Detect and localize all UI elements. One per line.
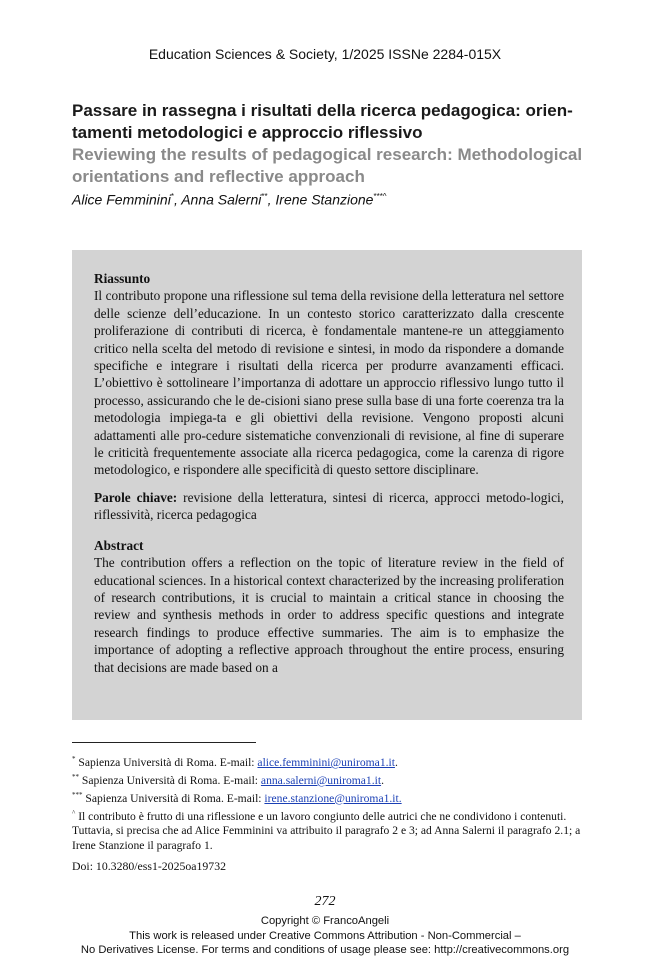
doi: Doi: 10.3280/ess1-2025oa19732 bbox=[72, 859, 227, 873]
abstract-box bbox=[72, 250, 582, 720]
footnote-punctuation: . bbox=[394, 755, 398, 769]
author-name: Alice Femminini bbox=[72, 191, 171, 208]
author-name: Anna Salerni bbox=[181, 191, 262, 208]
footnotes bbox=[72, 752, 584, 853]
footnote bbox=[72, 788, 584, 806]
riassunto-heading: Riassunto bbox=[94, 271, 151, 286]
footnote-text: Sapienza Università di Roma. E-mail: bbox=[82, 791, 265, 805]
author-name: Irene Stanzione bbox=[275, 191, 374, 208]
keywords-label: Parole chiave: bbox=[94, 489, 178, 505]
footnote-mark: ** bbox=[72, 772, 79, 781]
title-italian: Passare in rassegna i risultati della ricerca pedagogica: orien-tamenti metodologici e approccio riflessivo bbox=[72, 101, 573, 142]
author-affiliation-mark: ***^ bbox=[373, 192, 387, 201]
author-list: Alice Femminini*, Anna Salerni**, Irene Stanzione***^ bbox=[72, 191, 387, 208]
author-affiliation-mark: ** bbox=[261, 192, 268, 201]
title-block bbox=[72, 100, 592, 209]
riassunto-text: Il contributo propone una riflessione sul tema della revisione della letteratura nel settore delle scienze dell’educazione. In un contesto storico caratterizzato dalla crescente proliferazione di contributi di ricerca, è fondamentale mantene-re un atteggiamento critico nella scelta del metodo di revisione e sintesi, in modo da rispondere a domande specifiche e integrare i risultati della ricerca per produrre avanzamenti efficaci. L’obiettivo è sottolineare l’importanza di adottare un approccio riflessivo lungo tutto il processo, assicurando che le de-cisioni siano prese sulla base di una forte coerenza tra la metodologia impiega-ta e gli obiettivi della revisione. Vengono proposti alcuni adattamenti alle pro-cedure sistematiche convenzionali di revisione, al fine di superare le criticità frequentemente associate alla ricerca pedagogica, come la carenza di rigore metodologico, e rispondere alle specificità di questo settore disciplinare. bbox=[94, 288, 565, 478]
footnote-text: Il contributo è frutto di una riflessione e un lavoro congiunto delle autrici che ne condividono i contenuti. Tuttavia, si precisa che ad Alice Femminini va attribuito il paragrafo 2 e 3; ad Anna Salerni il paragrafo 2.1; a Irene Stanzione il paragrafo 1. bbox=[72, 809, 581, 853]
footnote-mark: * bbox=[72, 755, 76, 763]
author-affiliation-mark: * bbox=[170, 192, 174, 201]
copyright-line: Copyright © FrancoAngeli bbox=[260, 915, 390, 927]
footnote bbox=[72, 770, 584, 788]
title-english: Reviewing the results of pedagogical research: Methodological orientations and reflective approach bbox=[72, 145, 583, 186]
abstract-heading: Abstract bbox=[94, 537, 144, 553]
footnote-text: Sapienza Università di Roma. E-mail: bbox=[79, 773, 261, 787]
footnote-email-link[interactable]: anna.salerni@uniroma1.it bbox=[260, 773, 382, 787]
license-line-2: No Derivatives License. For terms and conditions of usage please see: http://creativecommons.org bbox=[80, 944, 570, 956]
page-number: 272 bbox=[314, 894, 336, 909]
footnote-email-link[interactable]: irene.stanzione@uniroma1.it. bbox=[264, 791, 402, 805]
footnote bbox=[72, 752, 584, 770]
footnote-mark: ^ bbox=[72, 808, 76, 817]
abstract-content bbox=[94, 270, 564, 676]
footnote-mark: *** bbox=[72, 790, 83, 799]
footnote bbox=[72, 806, 584, 854]
footnote-punctuation: . bbox=[381, 773, 384, 787]
footnote-email-link[interactable]: alice.femminini@uniroma1.it bbox=[257, 755, 395, 769]
journal-header: Education Sciences & Society, 1/2025 ISSNe 2284-015X bbox=[148, 46, 502, 62]
keywords-italian bbox=[94, 489, 564, 524]
license-footer bbox=[0, 914, 650, 958]
footnote-divider bbox=[72, 742, 256, 743]
license-line-1: This work is released under Creative Commons Attribution - Non-Commercial – bbox=[129, 929, 521, 942]
abstract-text: The contribution offers a reflection on the topic of literature review in the field of educational sciences. In a historical context characterized by the increasing proliferation of research contributions, it is crucial to maintain a critical stance in choosing the review and synthesis methods in order to address specific questions and integrate research findings to produce effective summaries. The aim is to emphasize the importance of adopting a reflective approach throughout the entire process, ensuring that decisions are made based on a bbox=[94, 555, 564, 675]
keywords-text: revisione della letteratura, sintesi di ricerca, approcci metodo-logici, riflessività, ricerca pedagogica bbox=[94, 489, 564, 523]
footnote-text: Sapienza Università di Roma. E-mail: bbox=[75, 755, 258, 769]
